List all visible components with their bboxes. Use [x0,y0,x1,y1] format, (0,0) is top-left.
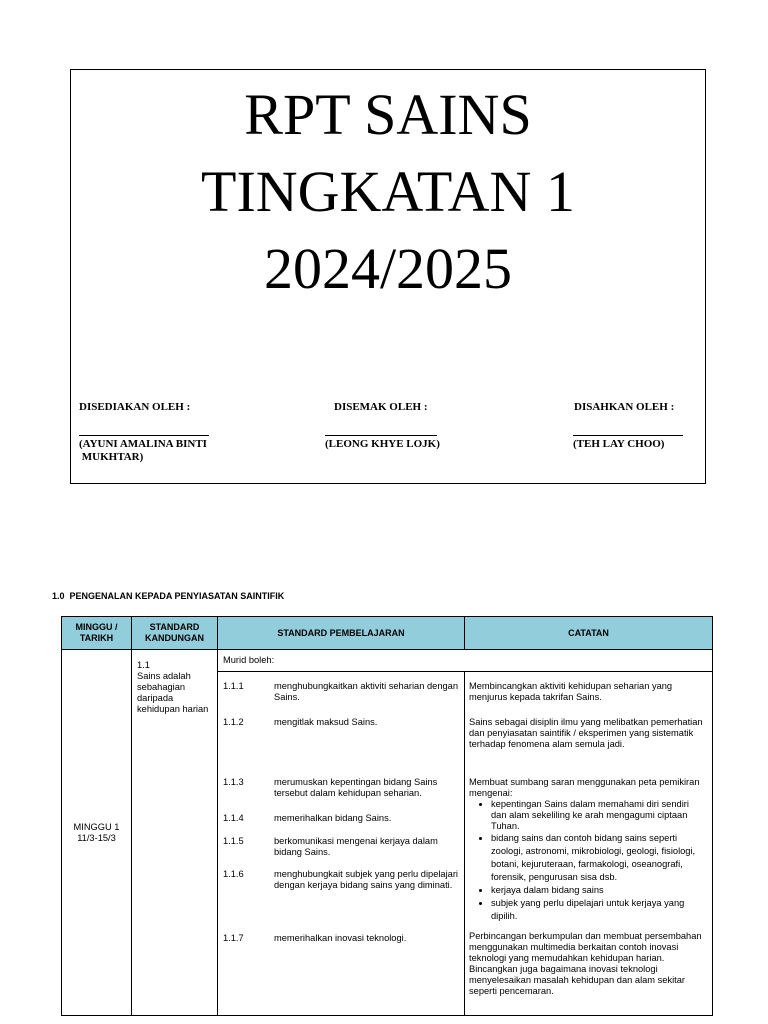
standard-text: memerihalkan inovasi teknologi. [274,933,407,943]
intro-cell: Murid boleh: [218,650,713,672]
standard-code: 1.1.3 [223,777,244,787]
notes-paragraph-2: Sains sebagai disiplin ilmu yang melibatkan pemerhatian dan penyiasatan saintifik / eksperimen yang sistematik terhadap fenomena alam semula jadi. [469,717,703,749]
standard-text: berkomunikasi mengenai kerjaya dalam bidang Sains. [274,836,438,857]
standard-code: 1.1.2 [223,717,244,727]
checked-by-signature-line [325,435,437,436]
standard-text: menghubungkaitkan aktiviti seharian dengan Sains. [274,681,458,702]
content-standard-code: 1.1 [137,660,150,670]
prepared-by-name-line-2: MUKHTAR) [79,451,144,463]
content-standard-cell [132,650,218,1016]
list-item: • kepentingan Sains dalam memahami diri sendiri dan alam sekeliling ke arah mengagumi ciptaan Tuhan. [491,799,706,832]
list-item: • kerjaya dalam bidang sains [491,884,706,897]
approved-by-name: (TEH LAY CHOO) [573,438,665,450]
standard-text: menghubungkait subjek yang perlu dipelajari dengan kerjaya bidang sains yang diminati. [274,869,458,890]
header-week: MINGGU / TARIKH [62,617,132,650]
list-item [223,681,460,703]
checked-by-name: (LEONG KHYE LOJK) [325,438,440,450]
notes-paragraph-1: Membincangkan aktiviti kehidupan seharian yang menjurus kepada takrifan Sains. [469,681,673,702]
standard-code: 1.1.4 [223,813,244,823]
notes-paragraph-3-intro: Membuat sumbang saran menggunakan peta pemikiran mengenai: [469,777,700,798]
approved-by-label: DISAHKAN OLEH : [574,401,675,413]
notes-bullet-list [469,799,706,923]
list-item [223,717,460,728]
list-item: • bidang sains dan contoh bidang sains seperti zoologi, astronomi, mikrobiologi, geologi, fisiologi, botani, kejuruteraan, farmakologi, oseanografi, forensik, pengurusan sisa dsb. [491,832,706,884]
standard-code: 1.1.5 [223,836,244,846]
prepared-by-name-line-1: (AYUNI AMALINA BINTI [79,438,207,450]
cover-title-line-3: 2024/2025 [263,236,513,301]
table-row [62,650,713,672]
content-standard-text: Sains adalah sebahagian daripada kehidupan harian [137,671,209,714]
prepared-by-label: DISEDIAKAN OLEH : [79,401,191,413]
cover-box [70,69,706,484]
week-label: MINGGU 1 [73,821,120,832]
cover-title-line-1: RPT SAINS [244,82,532,147]
prepared-by-signature-line [79,435,209,436]
standard-code: 1.1.6 [223,869,244,879]
cover-title-line-2: TINGKATAN 1 [201,159,575,224]
table-header-row [62,617,713,650]
header-learning-standard: STANDARD PEMBELAJARAN [218,617,465,650]
list-item [223,869,460,891]
section-heading: 1.0 PENGENALAN KEPADA PENYIASATAN SAINTIFIK [52,591,285,601]
checked-by-label: DISEMAK OLEH : [334,401,428,413]
week-dates: 11/3-15/3 [77,832,116,843]
standard-text: mengitlak maksud Sains. [274,717,378,727]
prepared-by-name [79,438,207,464]
week-cell [62,650,132,1016]
standard-code: 1.1.1 [223,681,244,691]
lesson-plan-table [61,616,713,1016]
header-content-standard: STANDARD KANDUNGAN [132,617,218,650]
list-item [223,933,460,944]
notes-cell [465,672,713,1016]
list-item: • subjek yang perlu dipelajari untuk kerjaya yang dipilih. [491,897,706,923]
learning-standards-cell [218,672,465,1016]
list-item [223,777,460,799]
standard-text: merumuskan kepentingan bidang Sains tersebut dalam kehidupan seharian. [274,777,438,798]
notes-paragraph-3 [469,777,706,923]
notes-paragraph-4: Perbincangan berkumpulan dan membuat persembahan menggunakan multimedia berkaitan contoh inovasi teknologi yang memudahkan kehidupan harian. Bincangkan juga bagaimana inovasi teknologi menyelesaikan masalah kehidupan dan alam sekitar seperti pencemaran. [469,931,702,996]
list-item [223,836,460,858]
list-item [223,813,460,824]
standard-text: memerihalkan bidang Sains. [274,813,392,823]
header-notes: CATATAN [465,617,713,650]
approved-by-signature-line [573,435,683,436]
standard-code: 1.1.7 [223,933,244,943]
